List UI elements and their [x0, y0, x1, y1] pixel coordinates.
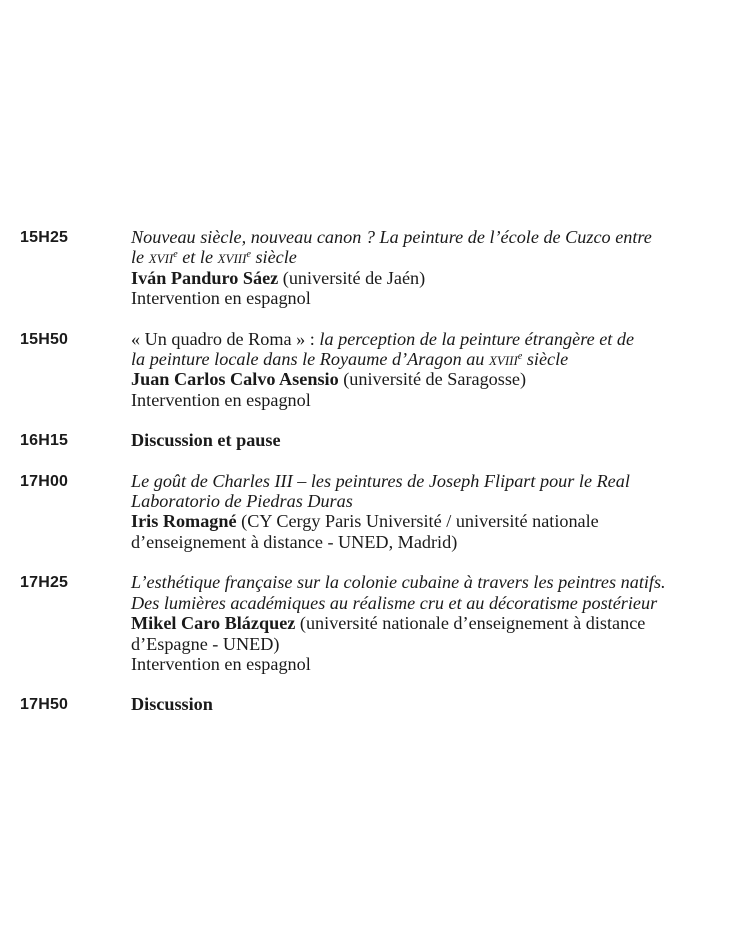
- speaker-line: [131, 369, 730, 389]
- time-label: 17H00: [20, 472, 69, 490]
- time-label: 17H25: [20, 574, 69, 592]
- break-label: Discussion: [131, 694, 213, 715]
- talk-quote: « Un quadro de Roma » :: [131, 328, 320, 349]
- talk-title: Nouveau siècle, nouveau canon ? La peinture de l’école de Cuzco entre: [131, 227, 652, 247]
- talk-title-continued: Des lumières académiques au réalisme cru et au décoratisme postérieur: [131, 592, 658, 613]
- speaker-line: [131, 268, 730, 288]
- schedule-entry: [0, 694, 750, 714]
- language-note: Intervention en espagnol: [131, 653, 311, 674]
- speaker-affiliation: (CY Cergy Paris Université / université nationale: [236, 511, 599, 532]
- talk-title: L’esthétique française sur la colonie cubaine à travers les peintres natifs.: [131, 572, 666, 593]
- speaker-name: Juan Carlos Calvo Asensio: [131, 369, 339, 390]
- talk-title-continued: la peinture locale dans le Royaume d’Aragon au xviii$^e$ siècle: [131, 349, 569, 370]
- schedule-entry: [0, 430, 750, 450]
- speaker-affiliation: (université de Jaén): [278, 267, 426, 288]
- schedule-entry: [0, 329, 750, 411]
- time-label: 15H25: [20, 229, 69, 246]
- speaker-name: Mikel Caro Blázquez: [131, 613, 296, 634]
- language-note: Intervention en espagnol: [131, 288, 311, 309]
- schedule-entry: [0, 572, 750, 674]
- break-label: Discussion et pause: [131, 430, 281, 451]
- language-note: Intervention en espagnol: [131, 389, 311, 410]
- time-label: 15H50: [20, 330, 69, 348]
- time-label: 16H15: [20, 432, 69, 450]
- speaker-line: [131, 613, 730, 633]
- talk-title-continued: le xvii$^e$ et le xviii$^e$ siècle: [131, 247, 297, 268]
- program-schedule: [0, 227, 750, 735]
- speaker-affiliation-continued: d’Espagne - UNED): [131, 633, 280, 654]
- speaker-name: Iris Romagné: [131, 511, 237, 532]
- speaker-affiliation-continued: d’enseignement à distance - UNED, Madrid): [131, 531, 458, 552]
- talk-title-continued: Laboratorio de Piedras Duras: [131, 491, 353, 512]
- speaker-affiliation: (université nationale d’enseignement à distance: [295, 613, 646, 634]
- speaker-line: [131, 511, 730, 531]
- time-label: 17H50: [20, 696, 69, 714]
- speaker-name: Iván Panduro Sáez: [131, 267, 279, 288]
- talk-title: Le goût de Charles III – les peintures de Joseph Flipart pour le Real: [131, 470, 630, 491]
- talk-title: « Un quadro de Roma » : la perception de la peinture étrangère et de: [131, 328, 635, 349]
- schedule-entry: [0, 227, 750, 309]
- schedule-entry: [0, 471, 750, 553]
- speaker-affiliation: (université de Saragosse): [338, 369, 527, 390]
